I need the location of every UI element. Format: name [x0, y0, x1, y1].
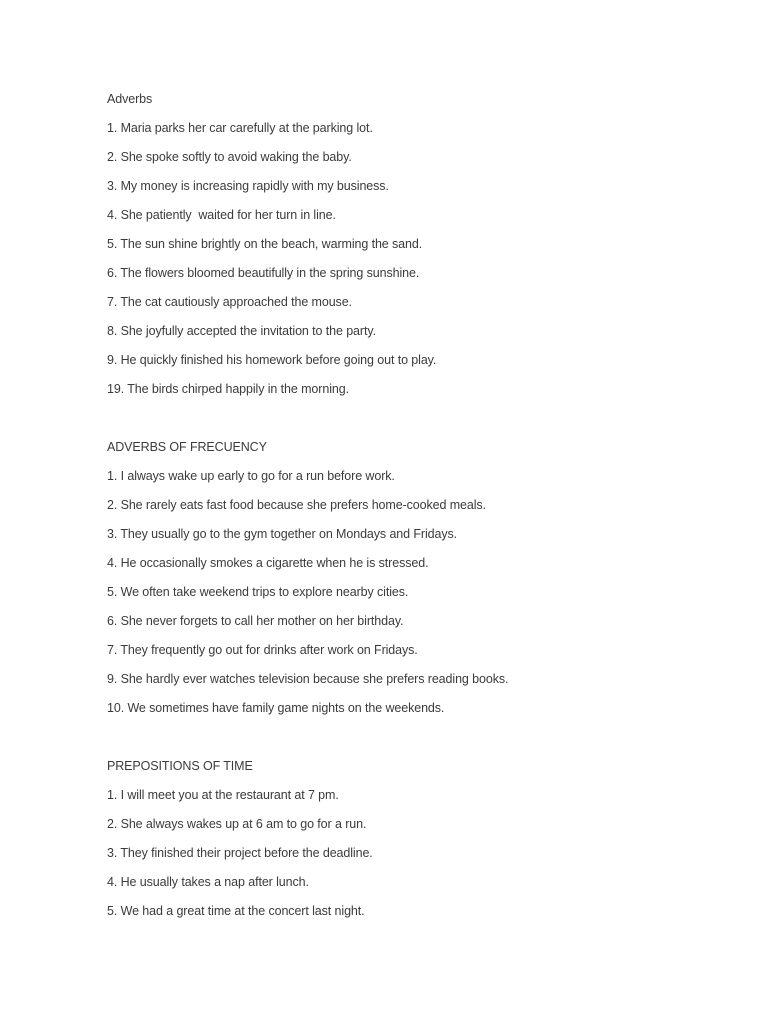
sentence-line: 7. The cat cautiously approached the mouse. [107, 295, 352, 309]
section-adverbs [107, 85, 728, 404]
document-content [107, 85, 728, 926]
sentence-line: 5. The sun shine brightly on the beach, warming the sand. [107, 237, 423, 251]
sentence-line: 4. He usually takes a nap after lunch. [107, 875, 309, 889]
section-title: PREPOSITIONS OF TIME [107, 759, 253, 773]
sentence-line: 5. We had a great time at the concert last night. [107, 904, 365, 918]
sentence-line: 4. She patiently waited for her turn in line. [107, 208, 336, 222]
section-title: ADVERBS OF FRECUENCY [107, 440, 267, 454]
sentence-line: 5. We often take weekend trips to explore nearby cities. [107, 585, 409, 599]
section-prepositions-of-time [107, 752, 728, 926]
sentence-line: 4. He occasionally smokes a cigarette when he is stressed. [107, 556, 429, 570]
sentence-line: 8. She joyfully accepted the invitation to the party. [107, 324, 376, 338]
sentence-line: 2. She spoke softly to avoid waking the baby. [107, 150, 352, 164]
sentence-line: 1. Maria parks her car carefully at the parking lot. [107, 121, 373, 135]
sentence-line: 10. We sometimes have family game nights on the weekends. [107, 701, 445, 715]
sentence-line: 7. They frequently go out for drinks after work on Fridays. [107, 643, 418, 657]
sentence-line: 3. They finished their project before the deadline. [107, 846, 373, 860]
section-adverbs-of-frequency [107, 433, 728, 723]
sentence-line: 6. She never forgets to call her mother on her birthday. [107, 614, 404, 628]
sentence-line: 3. They usually go to the gym together on Mondays and Fridays. [107, 527, 458, 541]
sentence-line: 3. My money is increasing rapidly with my business. [107, 179, 389, 193]
sentence-line: 9. He quickly finished his homework before going out to play. [107, 353, 437, 367]
sentence-line: 1. I will meet you at the restaurant at 7 pm. [107, 788, 339, 802]
sentence-line: 19. The birds chirped happily in the morning. [107, 382, 349, 396]
sentence-line: 2. She rarely eats fast food because she prefers home-cooked meals. [107, 498, 486, 512]
sentence-line: 6. The flowers bloomed beautifully in the spring sunshine. [107, 266, 420, 280]
sentence-line: 1. I always wake up early to go for a run before work. [107, 469, 395, 483]
section-title: Adverbs [107, 92, 153, 106]
sentence-line: 9. She hardly ever watches television because she prefers reading books. [107, 672, 509, 686]
sentence-line: 2. She always wakes up at 6 am to go for a run. [107, 817, 367, 831]
